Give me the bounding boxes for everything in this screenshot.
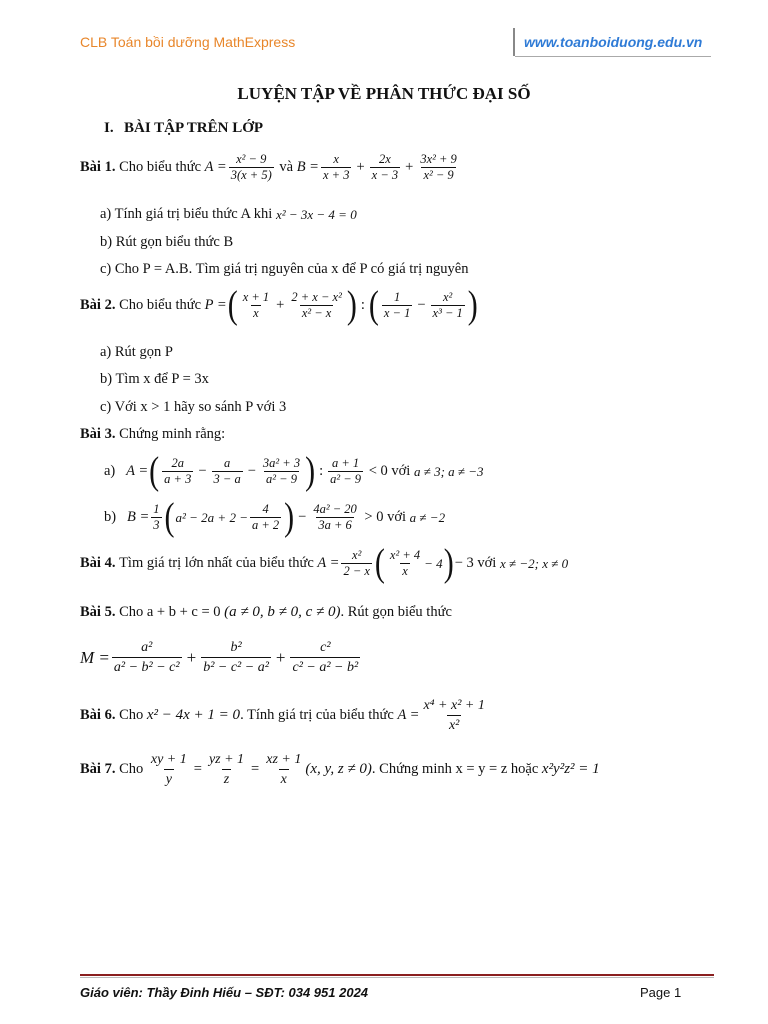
numerator: x² − 9	[236, 152, 267, 166]
expr-a-lhs: A =	[204, 159, 227, 175]
exercise-3-lead: Chứng minh rằng:	[119, 426, 226, 442]
exercise-6-label: Bài 6.	[80, 707, 116, 723]
expr-b-fraction-1	[321, 152, 351, 183]
denominator: 3	[153, 518, 160, 532]
numerator: 2 + x − x²	[291, 290, 342, 304]
fraction	[261, 456, 302, 487]
exercise-7-lead: Cho	[119, 761, 144, 777]
expr-lhs: M =	[80, 647, 110, 667]
part-text: b) Rút gọn biểu thức B	[100, 234, 234, 250]
denominator: 2 − x	[343, 564, 370, 578]
exercise-5	[80, 604, 452, 621]
numerator: 3a² + 3	[262, 456, 301, 470]
exercise-5-condition: (a ≠ 0, b ≠ 0, c ≠ 0)	[224, 604, 341, 620]
expr-condition: a ≠ 3; a ≠ −3	[413, 463, 484, 479]
fraction	[341, 548, 371, 579]
denominator: x² − 9	[423, 168, 454, 182]
numerator: 4	[262, 502, 269, 516]
fraction	[162, 456, 193, 487]
exercise-4: Bài 4. Tìm giá trị lớn nhất của biểu thức A = $\frac{\text{x²}}{2 - x}$ ( $\frac{\text{x² + 4}}{x}$ − 4 ) − 3 với x ≠ −2; x ≠ 0	[80, 541, 569, 585]
exercise-5-label: Bài 5.	[80, 604, 116, 620]
footer-page-number: Page 1	[640, 985, 682, 1000]
expr-lhs: B =	[126, 509, 150, 525]
exercise-5-lead: Cho a + b + c = 0	[119, 604, 221, 620]
expr-p-lhs: P =	[204, 297, 227, 313]
numerator: 1	[393, 290, 401, 304]
numerator: x²	[443, 290, 453, 304]
expr-p-fraction-1	[241, 290, 271, 321]
fraction	[207, 750, 246, 789]
fraction	[264, 750, 303, 789]
expr-lhs: A =	[126, 463, 149, 479]
part-text: c) Với x > 1 hãy so sánh P với 3	[100, 399, 287, 415]
exercise-1-label: Bài 1.	[80, 159, 116, 175]
part-text: b) Tìm x để P = 3x	[100, 371, 209, 387]
denominator: 3 − a	[213, 472, 241, 486]
expr-b-fraction-3	[418, 152, 458, 183]
numerator: x	[333, 152, 339, 166]
fraction	[328, 456, 363, 487]
denominator: 3(x + 5)	[230, 168, 272, 182]
denominator: a + 2	[251, 518, 280, 532]
denominator: a² − 9	[330, 472, 362, 486]
numerator: yz + 1	[208, 752, 245, 767]
numerator: 2x	[378, 152, 391, 166]
denominator: x² − x	[301, 306, 332, 320]
numerator: c²	[320, 640, 331, 655]
denominator: x³ − 1	[432, 306, 463, 320]
fraction	[388, 548, 422, 579]
denominator: a² − b² − c²	[112, 657, 182, 677]
denominator: y	[164, 769, 174, 789]
exercise-7: Bài 7. Cho $\frac{xy + 1}{y}$ = $\frac{yz + 1}{z}$ = $\frac{xz + 1}{x}$ (x, y, z ≠ 0) . Chứng minh x = y = z hoặc x²y²z² = 1	[80, 752, 600, 787]
section-heading	[104, 120, 263, 137]
numerator: a + 1	[332, 456, 360, 470]
exercise-2-part-c	[100, 399, 286, 416]
exercise-2-part-a	[100, 344, 173, 361]
part-text: c) Cho P = A.B. Tìm giá trị nguyên của x để P có giá trị nguyên	[100, 261, 469, 277]
header-website-link[interactable]: www.toanboiduong.edu.vn	[524, 34, 703, 50]
exercise-2-label: Bài 2.	[80, 297, 116, 313]
numerator: 3x² + 9	[420, 152, 457, 166]
denominator: b² − c² − a²	[201, 657, 271, 677]
exercise-5-expression: M = $\frac{\text{a²}}{\text{a² − b² − c²}}$ + $\frac{\text{b²}}{\text{b² − c² − a²}}$ + $\frac{\text{c²}}{\text{c² − a² − b²}}$	[80, 640, 359, 675]
denominator: x + 3	[322, 168, 350, 182]
fraction	[149, 750, 189, 789]
footer-rule-thin	[80, 977, 714, 978]
exercise-3-part-b: b) B = $\frac{1}{3}$ ( a² − 2a + 2 − $\frac{4}{a + 2}$ ) − $\frac{\text{4a² − 20}}{3a + 6}$ > 0 với a ≠ −2	[104, 495, 446, 539]
expr-a-fraction	[229, 152, 274, 183]
denominator: z	[222, 769, 231, 789]
expr-condition: a ≠ −2	[409, 509, 446, 525]
numerator: 4a² − 20	[313, 502, 357, 516]
fraction	[201, 638, 271, 677]
exercise-6-lead: Cho	[119, 707, 144, 723]
numerator: a	[224, 456, 231, 470]
header-club-name: CLB Toán bồi dưỡng MathExpress	[80, 34, 296, 50]
exercise-1-lead: Cho biểu thức	[119, 159, 202, 175]
expr-inner-tail: − 4	[424, 555, 443, 571]
fraction	[250, 502, 281, 533]
expr-p-fraction-4	[431, 290, 465, 321]
denominator: x²	[447, 715, 461, 735]
expr-p-fraction-3	[382, 290, 412, 321]
denominator: x − 3	[371, 168, 399, 182]
expr-tail: − 3 với	[454, 555, 497, 571]
denominator: c² − a² − b²	[290, 657, 360, 677]
denominator: 3a + 6	[318, 518, 352, 532]
numerator: xz + 1	[266, 752, 302, 767]
exercise-4-label: Bài 4.	[80, 555, 116, 571]
numerator: a²	[141, 640, 153, 655]
exercise-3-part-a: a) A = ( $\frac{2a}{a + 3}$ − $\frac{a}{3 - a}$ − $\frac{\text{3a² + 3}}{\text{a² − 9}}$ ) : $\frac{a + 1}{\text{a² − 9}}$ < 0 với a ≠ 3; a ≠ −3	[104, 449, 484, 493]
exercise-3	[80, 426, 225, 443]
numerator: x²	[352, 548, 362, 562]
numerator: xy + 1	[150, 752, 187, 767]
numerator: 1	[153, 502, 160, 516]
exercise-7-label: Bài 7.	[80, 761, 116, 777]
header-divider	[513, 28, 515, 56]
expr-condition: x ≠ −2; x ≠ 0	[499, 555, 569, 571]
footer-rule	[80, 974, 714, 976]
fraction	[151, 502, 161, 533]
denominator: x	[402, 564, 408, 578]
numerator: 2a	[171, 456, 184, 470]
denominator: x	[253, 306, 259, 320]
exercise-1-part-a	[100, 206, 357, 223]
part-tag: a)	[104, 463, 116, 479]
exercise-1: Bài 1. Cho biểu thức A = $\frac{\text{x² − 9}}{3(x + 5)}$ và B = $\frac{x}{x + 3}$ + $\frac{2x}{x - 3}$ + $\frac{\text{3x² + 9}}{\text{x² − 9}}$	[80, 152, 457, 182]
exercise-7-tail: . Chứng minh x = y = z hoặc	[371, 761, 539, 777]
expr-tail: < 0 với	[368, 463, 411, 479]
part-text: a) Tính giá trị biểu thức A khi	[100, 206, 273, 222]
exercise-6	[80, 696, 489, 735]
and-word: và	[279, 159, 294, 175]
exercise-2: Bài 2. Cho biểu thức P = ( $\frac{x + 1}{x}$ + $\frac{\text{2 + x − x²}}{\text{x² − x}}$ ) : ( $\frac{1}{x - 1}$ − $\frac{\text{x²}}{\text{x³ − 1}}$ )	[80, 283, 478, 327]
denominator: a + 3	[164, 472, 192, 486]
fraction	[290, 638, 360, 677]
exercise-5-tail: . Rút gọn biểu thức	[340, 604, 452, 620]
fraction	[311, 502, 358, 533]
denominator: x − 1	[383, 306, 411, 320]
header-underline	[515, 56, 711, 57]
expr-middle: a² − 2a + 2 −	[175, 509, 248, 525]
expr-p-fraction-2	[289, 290, 343, 321]
expr-lhs: A =	[317, 555, 340, 571]
denominator: a² − 9	[266, 472, 297, 486]
expr-b-fraction-2	[370, 152, 400, 183]
exercise-1-part-c	[100, 261, 468, 278]
exercise-6-equation: x² − 4x + 1 = 0	[146, 707, 241, 723]
exercise-7-condition: (x, y, z ≠ 0)	[305, 761, 372, 777]
fraction	[112, 638, 182, 677]
page-title: LUYỆN TẬP VỀ PHÂN THỨC ĐẠI SỐ	[237, 84, 531, 103]
exercise-1-part-b	[100, 234, 233, 251]
part-equation: x² − 3x − 4 = 0	[275, 206, 357, 222]
numerator: x + 1	[242, 290, 270, 304]
fraction	[421, 696, 486, 735]
section-number: I.	[104, 120, 114, 136]
part-tag: b)	[104, 509, 117, 525]
exercise-6-middle: . Tính giá trị của biểu thức	[240, 707, 394, 723]
exercise-4-lead: Tìm giá trị lớn nhất của biểu thức	[119, 555, 314, 571]
numerator: x² + 4	[389, 548, 421, 562]
exercise-2-lead: Cho biểu thức	[119, 297, 202, 313]
fraction	[212, 456, 243, 487]
exercise-3-label: Bài 3.	[80, 426, 116, 442]
expr-b-lhs: B =	[296, 159, 319, 175]
footer-teacher-info: Giáo viên: Thầy Đinh Hiếu – SĐT: 034 951 2024	[80, 985, 369, 1000]
exercise-7-equation: x²y²z² = 1	[541, 761, 600, 777]
numerator: b²	[230, 640, 242, 655]
part-text: a) Rút gọn P	[100, 344, 173, 360]
denominator: x	[279, 769, 289, 789]
numerator: x⁴ + x² + 1	[423, 698, 485, 713]
expr-lhs: A =	[397, 707, 420, 723]
expr-tail: > 0 với	[364, 509, 407, 525]
exercise-2-part-b	[100, 371, 209, 388]
section-label: BÀI TẬP TRÊN LỚP	[124, 120, 264, 136]
